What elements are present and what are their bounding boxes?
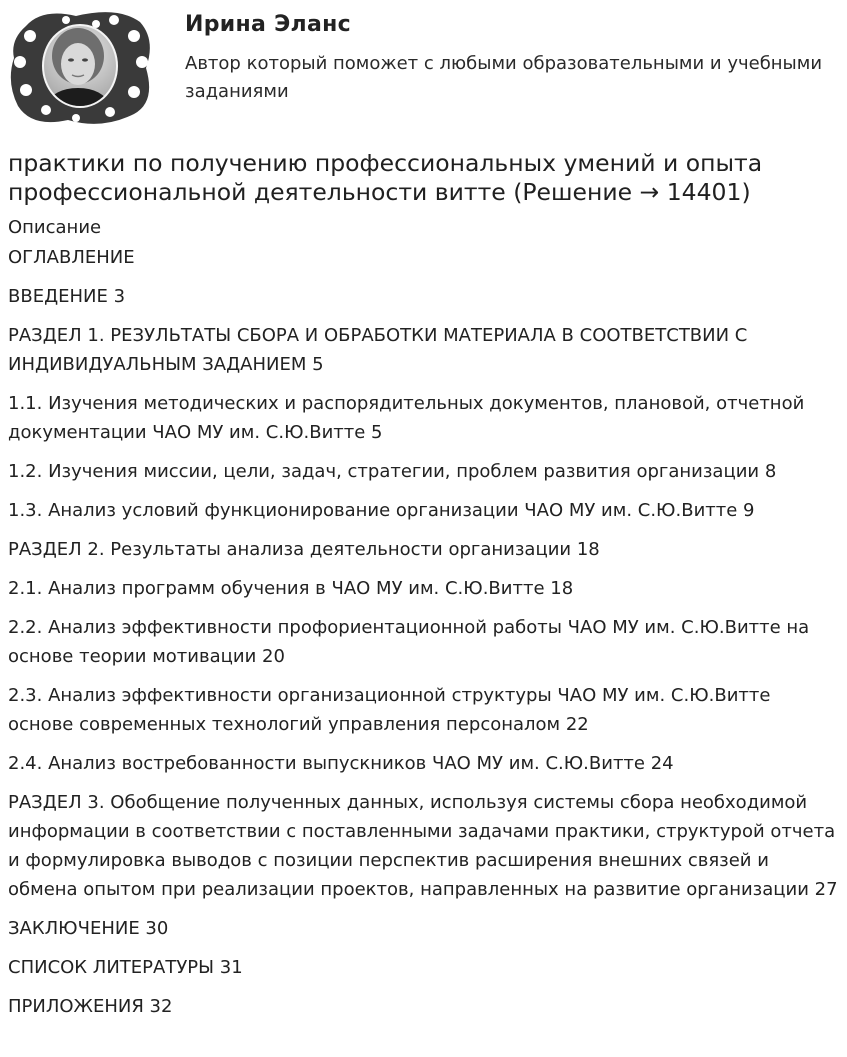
toc-item: 2.2. Анализ эффективности профориентационной работы ЧАО МУ им. С.Ю.Витте на основе теории мотивации 20 bbox=[8, 617, 810, 667]
document-title: практики по получению профессиональных умений и опыта профессиональной деятельности витте (Решение → 14401) bbox=[8, 149, 763, 206]
toc-item: 1.1. Изучения методических и распорядительных документов, плановой, отчетной документации ЧАО МУ им. С.Ю.Витте 5 bbox=[8, 393, 805, 443]
toc-item: 2.3. Анализ эффективности организационной структуры ЧАО МУ им. С.Ю.Витте основе современных технологий управления персоналом 22 bbox=[8, 685, 771, 735]
toc-heading: ОГЛАВЛЕНИЕ bbox=[8, 247, 135, 268]
toc-item: СПИСОК ЛИТЕРАТУРЫ 31 bbox=[8, 957, 243, 978]
author-card bbox=[0, 0, 847, 130]
author-description: Автор который поможет с любыми образовательными и учебными заданиями bbox=[185, 53, 823, 102]
toc-item: ПРИЛОЖЕНИЯ 32 bbox=[8, 996, 173, 1017]
toc-item: 2.1. Анализ программ обучения в ЧАО МУ им. С.Ю.Витте 18 bbox=[8, 578, 574, 599]
author-name[interactable]: Ирина Эланс bbox=[185, 12, 351, 37]
toc-item: 1.2. Изучения миссии, цели, задач, стратегии, проблем развития организации 8 bbox=[8, 461, 777, 482]
toc-item: ВВЕДЕНИЕ 3 bbox=[8, 286, 126, 307]
toc-item: 1.3. Анализ условий функционирование организации ЧАО МУ им. С.Ю.Витте 9 bbox=[8, 500, 755, 521]
toc-item: ЗАКЛЮЧЕНИЕ 30 bbox=[8, 918, 169, 939]
toc-item: РАЗДЕЛ 2. Результаты анализа деятельности организации 18 bbox=[8, 539, 600, 560]
author-avatar[interactable] bbox=[6, 6, 154, 128]
toc-item: 2.4. Анализ востребованности выпускников ЧАО МУ им. С.Ю.Витте 24 bbox=[8, 753, 674, 774]
toc-item: РАЗДЕЛ 3. Обобщение полученных данных, используя системы сбора необходимой информации в соответствии с поставленными задачами практики, структурой отчета и формулировка выводов с позиции перспектив расширения внешних связей и обмена опытом при реализации проектов, направленных на развитие организации 27 bbox=[8, 792, 838, 900]
toc-item: РАЗДЕЛ 1. РЕЗУЛЬТАТЫ СБОРА И ОБРАБОТКИ МАТЕРИАЛА В СООТВЕТСТВИИ С ИНДИВИДУАЛЬНЫМ ЗАДАНИЕМ 5 bbox=[8, 325, 748, 375]
description-label: Описание bbox=[8, 217, 102, 238]
table-of-contents bbox=[8, 243, 838, 1031]
